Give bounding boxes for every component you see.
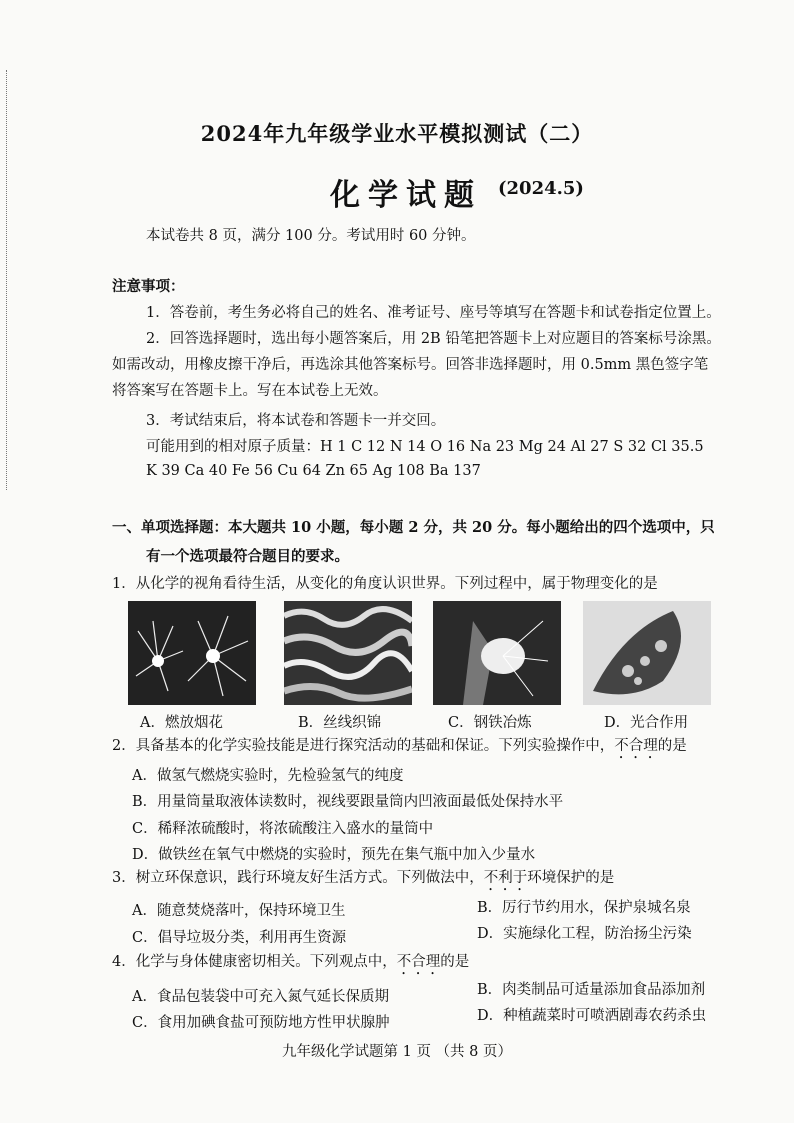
question-4-stem: 4．化学与身体健康密切相关。下列观点中，不合理的是	[112, 954, 470, 970]
subject-title: 化学试题	[330, 178, 482, 213]
emphasis-text: 不利于	[483, 870, 528, 886]
q2-option-d: D．做铁丝在氧气中燃烧的实验时，预先在集气瓶中加入少量水	[132, 847, 536, 863]
q2-option-c: C．稀释浓硫酸时，将浓硫酸注入盛水的量筒中	[132, 821, 434, 837]
q1-option-a: A．燃放烟花	[140, 715, 223, 731]
q3-option-c: C．倡导垃圾分类，利用再生资源	[132, 930, 347, 946]
emphasis-text: 不合理	[396, 954, 441, 970]
atomic-masses-line1: 可能用到的相对原子质量：H 1 C 12 N 14 O 16 Na 23 Mg 24 Al 27 S 32 Cl 35.5	[146, 439, 704, 455]
q4-option-c: C．食用加碘食盐可预防地方性甲状腺肿	[132, 1015, 390, 1031]
exam-title: 2024年九年级学业水平模拟测试（二）	[200, 121, 594, 146]
note-item-1: 1．答卷前，考生务必将自己的姓名、准考证号、座号等填写在答题卡和试卷指定位置上。	[146, 305, 721, 321]
steel-smelting-image	[433, 601, 561, 705]
q1-option-d: D．光合作用	[604, 715, 689, 731]
exam-info: 本试卷共 8 页，满分 100 分。考试用时 60 分钟。	[146, 228, 476, 244]
q2-option-b: B．用量筒量取液体读数时，视线要跟量筒内凹液面最低处保持水平	[132, 794, 564, 810]
note-item-2-cont: 如需改动，用橡皮擦干净后，再选涂其他答案标号。回答非选择题时，用 0.5mm 黑色签字笔	[112, 357, 709, 373]
photosynthesis-image	[583, 601, 711, 705]
atomic-masses-line2: K 39 Ca 40 Fe 56 Cu 64 Zn 65 Ag 108 Ba 137	[146, 463, 481, 479]
question-2-stem: 2．具备基本的化学实验技能是进行探究活动的基础和保证。下列实验操作中，不合理的是	[112, 738, 687, 754]
question-1-stem: 1．从化学的视角看待生活，从变化的角度认识世界。下列过程中，属于物理变化的是	[112, 576, 658, 592]
q3-option-d: D．实施绿化工程，防治扬尘污染	[477, 926, 692, 942]
page-footer: 九年级化学试题第 1 页 （共 8 页）	[282, 1044, 512, 1060]
q4-option-a: A．食品包装袋中可充入氮气延长保质期	[132, 989, 389, 1005]
notes-heading: 注意事项：	[112, 278, 185, 295]
q3-option-a: A．随意焚烧落叶，保持环境卫生	[132, 903, 346, 919]
q2-option-a: A．做氢气燃烧实验时，先检验氢气的纯度	[132, 768, 404, 784]
note-item-3: 3．考试结束后，将本试卷和答题卡一并交回。	[146, 413, 446, 429]
question-3-stem: 3．树立环保意识，践行环境友好生活方式。下列做法中，不利于环境保护的是	[112, 870, 615, 886]
q4-option-d: D．种植蔬菜时可喷洒剧毒农药杀虫	[477, 1008, 707, 1024]
note-item-2: 2．回答选择题时，选出每小题答案后，用 2B 铅笔把答题卡上对应题目的答案标号涂黑。	[146, 331, 721, 347]
q3-option-b: B．厉行节约用水，保护泉城名泉	[477, 900, 691, 916]
section1-heading: 一、单项选择题：本大题共 10 小题，每小题 2 分，共 20 分。每小题给出的四个选项中，只	[112, 519, 715, 536]
q4-option-b: B．肉类制品可适量添加食品添加剂	[477, 982, 706, 998]
q1-option-c: C．钢铁冶炼	[448, 715, 532, 731]
fireworks-image	[128, 601, 256, 705]
note-item-2-cont2: 将答案写在答题卡上。写在本试卷上无效。	[112, 383, 388, 399]
emphasis-text: 不合理	[614, 738, 658, 754]
section1-heading-cont: 有一个选项最符合题目的要求。	[146, 548, 349, 565]
q1-option-b: B．丝线织锦	[298, 715, 382, 731]
silk-weaving-image	[284, 601, 412, 705]
exam-date: (2024.5)	[498, 178, 584, 199]
